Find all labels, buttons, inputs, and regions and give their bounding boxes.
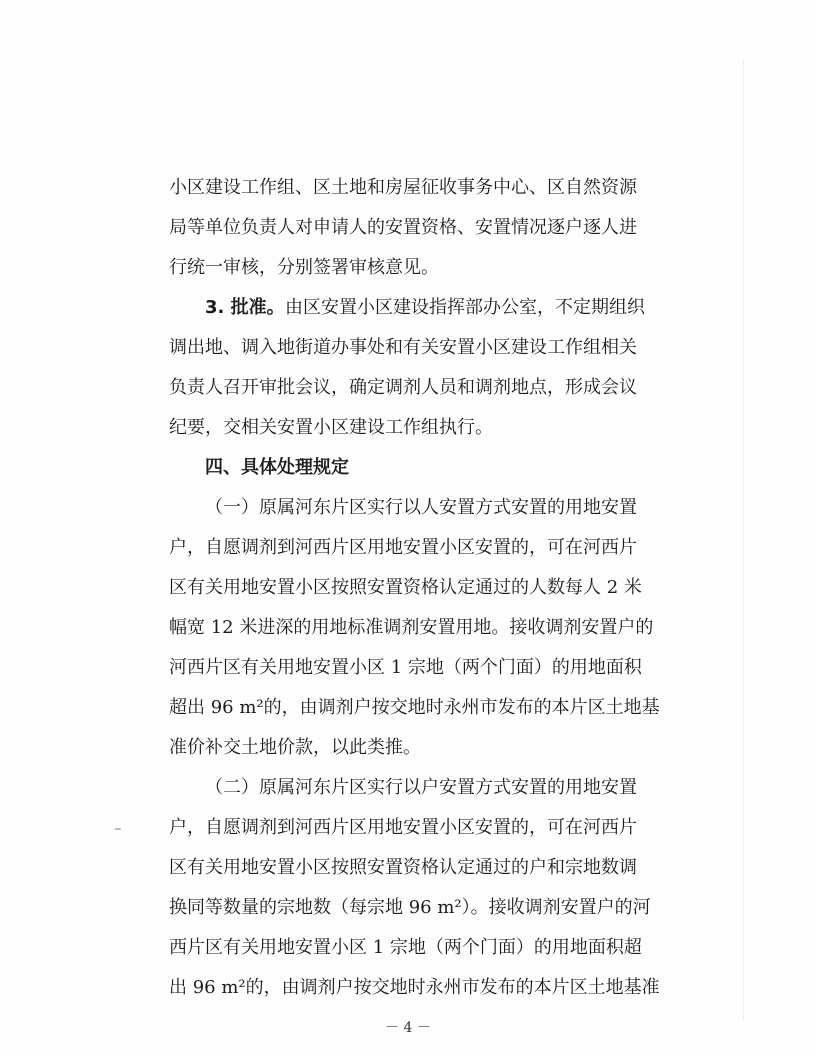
line-text: 换同等数量的宗地数（每宗地 96 m²）。接收调剂安置户的河 [169, 897, 651, 918]
text-line [0, 774, 816, 802]
heading-text: 四、具体处理规定 [205, 457, 349, 478]
line-text: 区有关用地安置小区按照安置资格认定通过的人数每人 2 米 [169, 577, 642, 598]
section-heading [0, 454, 816, 482]
text-line [0, 334, 816, 362]
line-text: 户，自愿调剂到河西片区用地安置小区安置的，可在河西片 [169, 817, 637, 838]
text-line [0, 694, 816, 722]
line-text: 小区建设工作组、区土地和房屋征收事务中心、区自然资源 [169, 177, 637, 198]
line-text: 局等单位负责人对申请人的安置资格、安置情况逐户逐人进 [169, 217, 637, 238]
line-text: （二）原属河东片区实行以户安置方式安置的用地安置 [205, 777, 637, 798]
text-line [0, 254, 816, 282]
text-line [0, 934, 816, 962]
text-line [0, 974, 816, 1002]
text-line [0, 734, 816, 762]
text-line [0, 894, 816, 922]
item-label: 3. 批准。 [205, 297, 285, 318]
line-text: 准价补交土地价款，以此类推。 [169, 737, 421, 758]
line-text: 户，自愿调剂到河西片区用地安置小区安置的，可在河西片 [169, 537, 637, 558]
line-text: 区有关用地安置小区按照安置资格认定通过的户和宗地数调 [169, 857, 637, 878]
text-line [0, 174, 816, 202]
scan-speck [115, 828, 121, 830]
text-line [0, 494, 816, 522]
text-line [0, 414, 816, 442]
text-line [0, 294, 816, 322]
text-line [0, 534, 816, 562]
line-text: （一）原属河东片区实行以人安置方式安置的用地安置 [205, 497, 637, 518]
line-text: 由区安置小区建设指挥部办公室，不定期组织 [285, 297, 645, 318]
line-text: 出 96 m²的，由调剂户按交地时永州市发布的本片区土地基准 [169, 977, 660, 998]
line-text: 西片区有关用地安置小区 1 宗地（两个门面）的用地面积超 [169, 937, 642, 958]
line-text: 调出地、调入地街道办事处和有关安置小区建设工作组相关 [169, 337, 637, 358]
text-line [0, 374, 816, 402]
line-text: 纪要，交相关安置小区建设工作组执行。 [169, 417, 493, 438]
text-line [0, 574, 816, 602]
line-text: 负责人召开审批会议，确定调剂人员和调剂地点，形成会议 [169, 377, 637, 398]
text-line [0, 854, 816, 882]
text-line [0, 814, 816, 842]
line-text: 河西片区有关用地安置小区 1 宗地（两个门面）的用地面积 [169, 657, 642, 678]
text-line [0, 654, 816, 682]
line-text: 行统一审核，分别签署审核意见。 [169, 257, 439, 278]
page-number: － 4 － [385, 1020, 431, 1036]
line-text: 超出 96 m²的，由调剂户按交地时永州市发布的本片区土地基 [169, 697, 660, 718]
text-line [0, 614, 816, 642]
line-text: 幅宽 12 米进深的用地标准调剂安置用地。接收调剂安置户的 [169, 617, 654, 638]
text-line [0, 214, 816, 242]
